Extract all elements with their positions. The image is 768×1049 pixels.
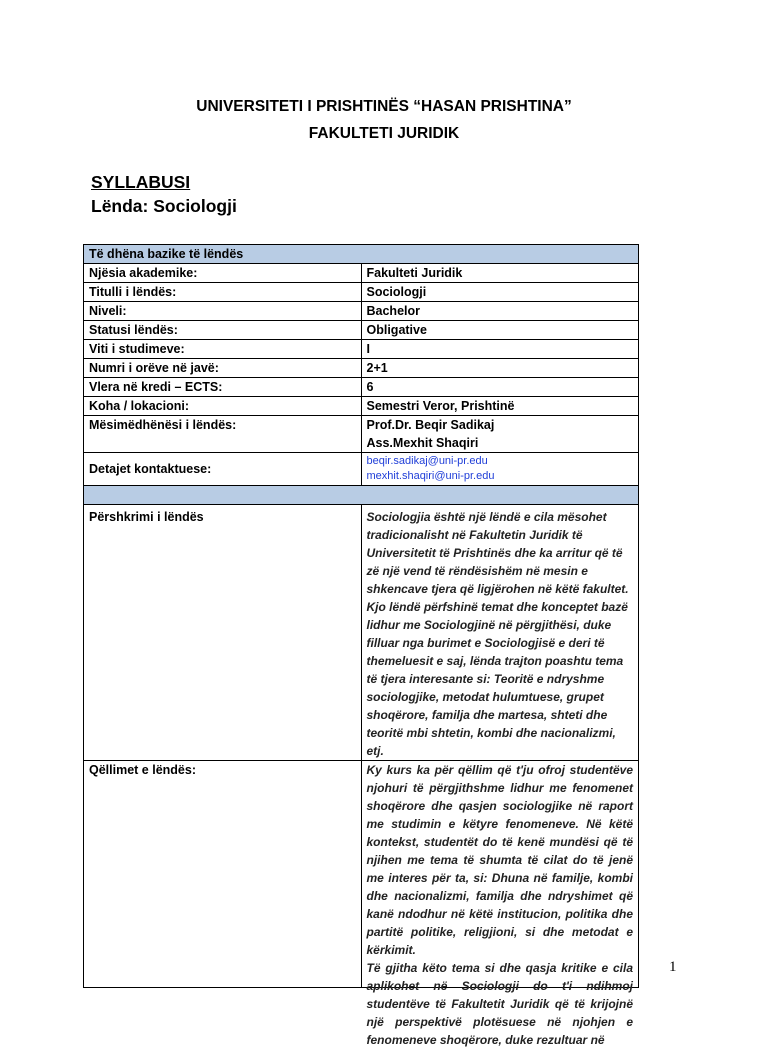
row-label: Vlera në kredi – ECTS: (84, 378, 362, 397)
section-title: Të dhëna bazike të lëndës (84, 245, 639, 264)
document-header (0, 93, 768, 147)
teacher-name: Prof.Dr. Beqir Sadikaj (366, 418, 495, 432)
goals-cell (361, 761, 639, 1047)
assistant-name: Ass.Mexhit Shaqiri (366, 436, 479, 450)
subject-heading: Lënda: Sociologji (91, 196, 237, 216)
table-row (84, 264, 639, 283)
row-value: Bachelor (361, 302, 639, 321)
goals-paragraph: Të gjitha këto tema si dhe qasja kritike e cila aplikohet në Sociologji do t'i ndihmoj studentëve të Fakultetit Juridik që të krijojnë një perspektivë plotësuese në njohjen e fenomeneve shoqërore, duke rezultuar në (366, 961, 633, 1047)
table-row (84, 378, 639, 397)
email-link[interactable]: mexhit.shaqiri@uni-pr.edu (366, 470, 495, 482)
teachers-row (84, 416, 639, 453)
row-value: Sociologji (361, 283, 639, 302)
university-name: UNIVERSITETI I PRISHTINËS “HASAN PRISHTINA” (196, 98, 572, 115)
teachers-label: Mësimëdhënësi i lëndës: (84, 416, 362, 453)
row-label: Koha / lokacioni: (84, 397, 362, 416)
row-value: I (361, 340, 639, 359)
email-link[interactable]: beqir.sadikaj@uni-pr.edu (366, 455, 488, 467)
table-row (84, 302, 639, 321)
faculty-name: FAKULTETI JURIDIK (308, 125, 460, 142)
row-label: Numri i orëve në javë: (84, 359, 362, 378)
table-row (84, 283, 639, 302)
page-number: 1 (669, 959, 677, 975)
row-value: Fakulteti Juridik (361, 264, 639, 283)
row-label: Titulli i lëndës: (84, 283, 362, 302)
row-label: Statusi lëndës: (84, 321, 362, 340)
teachers-value (361, 416, 639, 453)
table-row (84, 397, 639, 416)
table-row (84, 321, 639, 340)
divider-cell (84, 486, 639, 505)
table-divider-row (84, 486, 639, 505)
row-label: Niveli: (84, 302, 362, 321)
goals-label: Qëllimet e lëndës: (84, 761, 362, 988)
table-row (84, 359, 639, 378)
syllabus-heading: SYLLABUSI (91, 172, 191, 192)
goals-text (366, 761, 634, 1047)
contact-emails (361, 453, 639, 486)
goals-paragraph: Ky kurs ka për qëllim që t'ju ofroj studentëve njohuri të përgjithshme lidhur me fenomenet shoqërore dhe qasjen sociologjike në raport me studimin e këtyre fenomeneve. Në këtë kontekst, studentët do të kenë mundësi që të njihen me tema të shumta të cilat do të jenë me interes për ta, si: Dhuna në familje, kombi dhe nacionalizmi, familja dhe ndryshimet që kanë ndodhur në këtë institucion, politika dhe partitë politike, religjioni, si dhe metodat e kërkimit. (366, 763, 633, 957)
goals-row (84, 761, 639, 988)
table-section-header (84, 245, 639, 264)
description-row (84, 505, 639, 761)
course-info-table (83, 244, 639, 1047)
contact-row (84, 453, 639, 486)
row-value: 2+1 (361, 359, 639, 378)
row-label: Viti i studimeve: (84, 340, 362, 359)
row-label: Njësia akademike: (84, 264, 362, 283)
row-value: Obligative (361, 321, 639, 340)
contact-label: Detajet kontaktuese: (84, 453, 362, 486)
table-row (84, 340, 639, 359)
document-title-block (91, 170, 237, 218)
row-value: Semestri Veror, Prishtinë (361, 397, 639, 416)
description-text: Sociologjia është një lëndë e cila mësohet tradicionalisht në Fakultetin Juridik të Universitetit të Prishtinës dhe ka arritur që të zë një vend të rëndësishëm në mesin e shkencave tjera që ligjërohen në këtë fakultet. Kjo lëndë përfshinë temat dhe konceptet bazë lidhur me Sociologjinë në përgjithësi, duke filluar nga burimet e Sociologjisë e deri të themeluesit e saj, lënda trajton poashtu tema të tjera interesante si: Teoritë e ndryshme sociologjike, metodat hulumtuese, grupet shoqërore, familja dhe martesa, shteti dhe teoritë mbi shtetin, kombi dhe nacionalizmi, etj. (361, 505, 639, 761)
description-label: Përshkrimi i lëndës (84, 505, 362, 761)
row-value: 6 (361, 378, 639, 397)
